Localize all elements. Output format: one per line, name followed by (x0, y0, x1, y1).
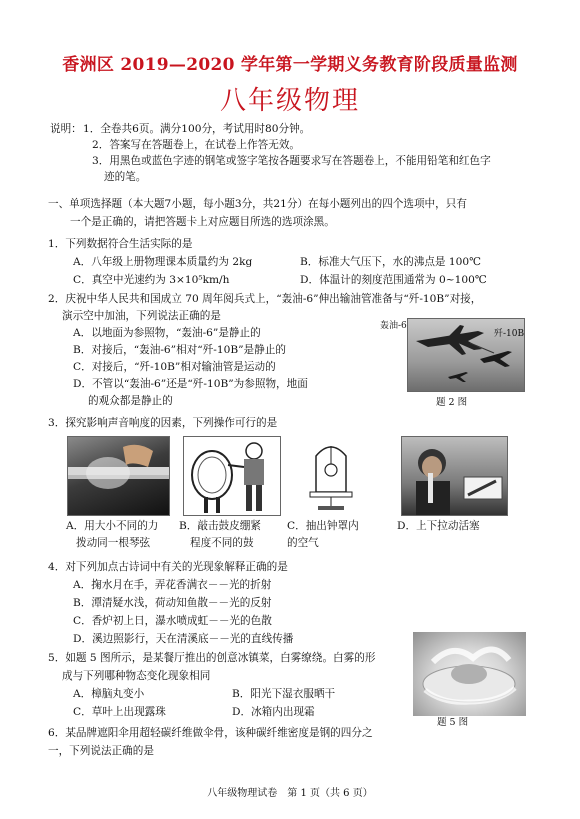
q5-option-b: B．阳光下湿衣服晒干 (232, 688, 336, 700)
q2-stem-cont: 演示空中加油，下列说法正确的是 (62, 310, 221, 322)
q3-option-b: B．敲击鼓皮绷紧 (179, 520, 261, 532)
q3-image-b (183, 436, 281, 516)
q6-stem-cont: 一，下列说法正确的是 (48, 745, 154, 757)
q2-caption: 题 2 图 (436, 397, 468, 408)
q5-caption: 题 5 图 (437, 717, 469, 728)
q1-stem: 1．下列数据符合生活实际的是 (48, 238, 193, 250)
q1-option-d: D．体温计的刻度范围通常为 0~100℃ (300, 274, 487, 286)
q3-option-b-cont: 程度不同的鼓 (190, 537, 254, 549)
exam-subject: 八年级物理 (219, 86, 360, 116)
ice-dish-illustration (413, 632, 526, 716)
q2-option-d: D．不管以“轰油-6”还是“歼-10B”为参照物，地面 (73, 378, 308, 390)
q2-stem: 2．庆祝中华人民共和国成立 70 周年阅兵式上，“轰油-6”伸出输油管准备与“歼-10B”对接， (48, 293, 482, 305)
q1-option-c: C．真空中光速约为 3×10⁵km/h (73, 274, 230, 286)
q2-label-tanker: 轰油-6 (380, 321, 407, 331)
q2-option-a: A．以地面为参照物，“轰油-6”是静止的 (73, 327, 261, 339)
q4-stem: 4．对下列加点古诗词中有关的光现象解释正确的是 (48, 561, 288, 573)
q3-option-a-cont: 拨动同一根琴弦 (76, 537, 151, 549)
q2-option-b: B．对接后，“轰油-6”相对“歼-10B”是静止的 (73, 344, 286, 356)
note-item-1: 1．全卷共6页。满分100分，考试用时80分钟。 (83, 123, 311, 135)
note-item-2: 2．答案写在答题卷上，在试卷上作答无效。 (92, 139, 301, 151)
q3-stem: 3．探究影响声音响度的因素，下列操作可行的是 (48, 417, 278, 429)
q2-label-jet: 歼-10B (494, 329, 525, 339)
q3-option-c: C．抽出钟罩内 (287, 520, 359, 532)
q3-option-d: D．上下拉动活塞 (397, 520, 480, 532)
notes-label: 说明： (50, 123, 82, 135)
page-footer: 八年级物理试卷 第 1 页（共 6 页） (207, 788, 373, 799)
q2-option-d-cont: 的观众都是静止的 (88, 395, 173, 407)
q5-stem: 5．如题 5 图所示，是某餐厅推出的创意冰镇菜，白雾缭绕。白雾的形 (48, 652, 376, 664)
q4-option-d: D．溪边照影行，天在清溪底－－光的直线传播 (73, 633, 294, 645)
section1-heading-cont: 一个是正确的，请把答题卡上对应题目所选的选项涂黑。 (70, 216, 335, 228)
q2-option-c: C．对接后，“歼-10B”相对输油管是运动的 (73, 361, 276, 373)
q5-option-a: A．樟脑丸变小 (73, 688, 145, 700)
note-item-3-cont: 迹的笔。 (104, 171, 147, 183)
q3-image-c (296, 436, 366, 514)
q5-option-d: D．冰箱内出现霜 (232, 706, 315, 718)
q3-option-c-cont: 的空气 (287, 537, 319, 549)
q3-image-d (401, 436, 508, 516)
q6-stem: 6．某品牌遮阳伞用超轻碳纤维做伞骨，该种碳纤维密度是钢的四分之 (48, 727, 373, 739)
q4-option-c: C．香炉初上日，瀑水喷成虹－－光的色散 (73, 615, 272, 627)
q5-option-c: C．草叶上出现露珠 (73, 706, 166, 718)
q3-image-a (67, 436, 170, 516)
section1-heading: 一、单项选择题（本大题7小题，每小题3分，共21分）在每小题列出的四个选项中，只有 (48, 198, 467, 210)
q4-option-b: B．潭清疑水浅，荷动知鱼散－－光的反射 (73, 597, 272, 609)
q5-figure (413, 632, 526, 716)
slide-whistle-icon (402, 437, 507, 515)
note-item-3: 3．用黑色或蓝色字迹的钢笔或签字笔按各题要求写在答题卷上，不能用铅笔和红色字 (92, 155, 491, 167)
q3-option-a: A．用大小不同的力 (66, 520, 159, 532)
drum-icon (184, 437, 280, 515)
ukulele-icon (68, 437, 169, 515)
bell-jar-icon (296, 436, 366, 514)
q4-option-a: A．掬水月在手，弄花香满衣－－光的折射 (73, 579, 272, 591)
exam-title: 香洲区 2019—2020 学年第一学期义务教育阶段质量监测 (62, 55, 518, 75)
q1-option-b: B．标准大气压下，水的沸点是 100℃ (300, 256, 481, 268)
q1-option-a: A．八年级上册物理课本质量约为 2kg (73, 256, 253, 268)
q5-stem-cont: 成与下列哪种物态变化现象相同 (62, 670, 211, 682)
